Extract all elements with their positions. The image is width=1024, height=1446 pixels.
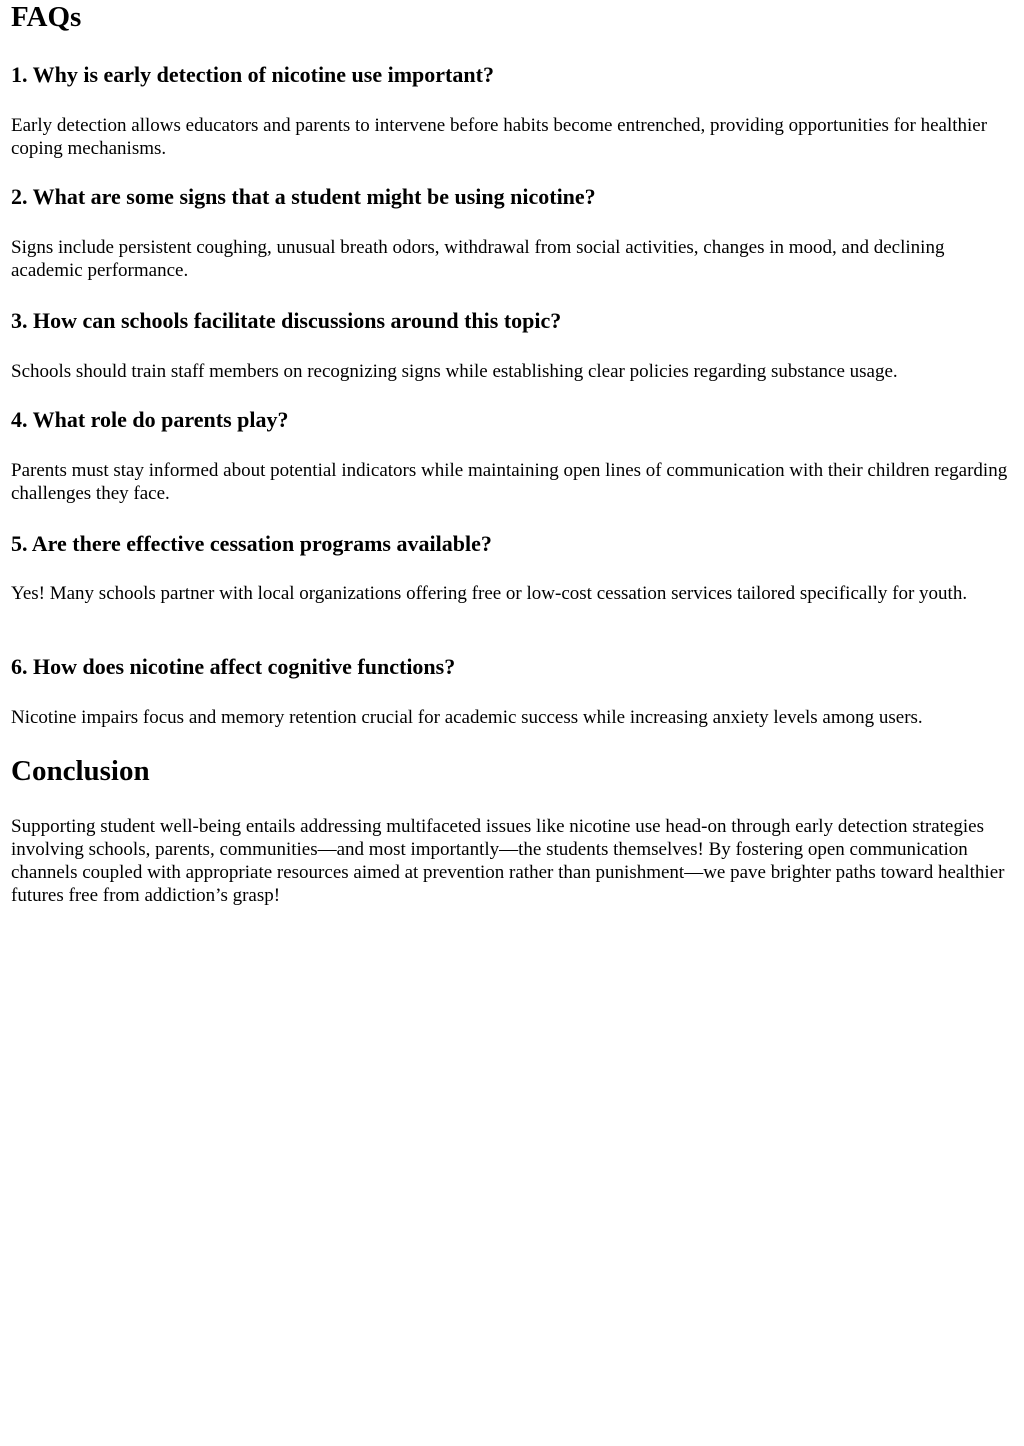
faq-question-4: 4. What role do parents play? [11,407,289,432]
faq-answer-5: Yes! Many schools partner with local organizations offering free or low-cost cessation services tailored specifically for youth. [11,583,968,604]
faq-question-1: 1. Why is early detection of nicotine use important? [11,62,494,87]
faq-answer-2: Signs include persistent coughing, unusual breath odors, withdrawal from social activities, changes in mood, and declining academic performance. [11,237,945,281]
faq-answer-4: Parents must stay informed about potential indicators while maintaining open lines of communication with their children regarding challenges they face. [11,460,1008,504]
faqs-heading: FAQs [11,1,82,33]
conclusion-heading: Conclusion [11,755,150,787]
faq-answer-6: Nicotine impairs focus and memory retention crucial for academic success while increasing anxiety levels among users. [11,707,923,728]
conclusion-body: Supporting student well-being entails addressing multifaceted issues like nicotine use head-on through early detection strategies involving schools, parents, communities—and most importantly—the students themselves! By fostering open communication channels coupled with appropriate resources aimed at prevention rather than punishment—we pave brighter paths toward healthier futures free from addiction’s grasp! [11,816,1005,906]
faq-answer-1: Early detection allows educators and parents to intervene before habits become entrenched, providing opportunities for healthier coping mechanisms. [11,115,988,159]
faq-question-6: 6. How does nicotine affect cognitive functions? [11,654,456,679]
faq-question-5: 5. Are there effective cessation programs available? [11,531,492,556]
faq-question-3: 3. How can schools facilitate discussions around this topic? [11,308,562,333]
faq-answer-3: Schools should train staff members on recognizing signs while establishing clear policies regarding substance usage. [11,361,898,382]
faq-question-2: 2. What are some signs that a student might be using nicotine? [11,184,596,209]
